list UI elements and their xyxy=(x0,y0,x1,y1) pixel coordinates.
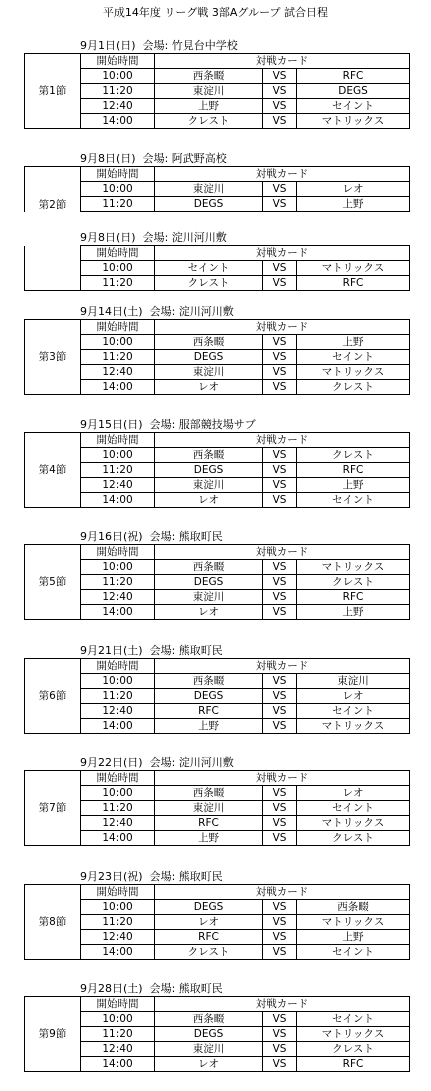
away-team: マトリックス xyxy=(297,719,410,734)
round-label: 第1節 xyxy=(38,85,67,97)
start-time: 14:00 xyxy=(81,831,155,846)
start-time: 10:00 xyxy=(81,448,155,463)
start-time: 10:00 xyxy=(81,1012,155,1027)
match-day-header xyxy=(24,755,410,770)
venue: 会場: 熊取町民 xyxy=(149,982,223,995)
table-header-row xyxy=(25,320,410,335)
round-label-cell xyxy=(25,433,81,508)
away-team: RFC xyxy=(297,463,410,478)
away-team: セイント xyxy=(297,350,410,365)
start-time: 12:40 xyxy=(81,1042,155,1057)
start-time: 14:00 xyxy=(81,719,155,734)
start-time: 10:00 xyxy=(81,69,155,84)
vs-label: VS xyxy=(263,350,297,365)
match-date: 9月16日(祝) xyxy=(80,530,143,543)
match-card-header: 対戦カード xyxy=(155,320,410,335)
vs-label: VS xyxy=(263,945,297,960)
table-header-row xyxy=(25,167,410,182)
round-block xyxy=(24,643,410,752)
start-time: 14:00 xyxy=(81,945,155,960)
table-row xyxy=(25,463,410,478)
match-table xyxy=(24,658,410,734)
away-team: RFC xyxy=(297,590,410,605)
away-team: RFC xyxy=(297,1057,410,1072)
start-time-header: 開始時間 xyxy=(81,433,155,448)
home-team: クレスト xyxy=(155,114,263,129)
vs-label: VS xyxy=(263,816,297,831)
match-card-header: 対戦カード xyxy=(155,167,410,182)
table-header-row xyxy=(25,545,410,560)
table-row xyxy=(25,1042,410,1057)
start-time: 10:00 xyxy=(81,900,155,915)
start-time-header: 開始時間 xyxy=(81,320,155,335)
home-team: レオ xyxy=(155,915,263,930)
home-team: レオ xyxy=(155,605,263,620)
round-label: 第9節 xyxy=(38,1028,67,1040)
round-label-cell xyxy=(25,54,81,129)
vs-label: VS xyxy=(263,84,297,99)
match-day-header xyxy=(24,417,410,432)
table-row xyxy=(25,84,410,99)
vs-label: VS xyxy=(263,786,297,801)
round-label-cell xyxy=(25,997,81,1072)
match-card-header: 対戦カード xyxy=(155,885,410,900)
vs-label: VS xyxy=(263,448,297,463)
home-team: DEGS xyxy=(155,689,263,704)
away-team: クレスト xyxy=(297,1042,410,1057)
start-time: 11:20 xyxy=(81,276,155,291)
match-card-header: 対戦カード xyxy=(155,659,410,674)
table-row xyxy=(25,380,410,395)
start-time-header: 開始時間 xyxy=(81,997,155,1012)
table-header-row xyxy=(25,433,410,448)
home-team: クレスト xyxy=(155,276,263,291)
table-row xyxy=(25,900,410,915)
round-label: 第3節 xyxy=(38,351,67,363)
home-team: DEGS xyxy=(155,575,263,590)
home-team: セイント xyxy=(155,261,263,276)
match-table xyxy=(24,245,410,291)
start-time: 14:00 xyxy=(81,1057,155,1072)
vs-label: VS xyxy=(263,478,297,493)
away-team: セイント xyxy=(297,945,410,960)
match-card-header: 対戦カード xyxy=(155,246,410,261)
venue: 会場: 熊取町民 xyxy=(149,870,223,883)
vs-label: VS xyxy=(263,380,297,395)
venue: 会場: 服部競技場サブ xyxy=(149,418,256,431)
away-team: クレスト xyxy=(297,448,410,463)
table-row xyxy=(25,478,410,493)
start-time-header: 開始時間 xyxy=(81,54,155,69)
match-day-header xyxy=(24,151,410,166)
start-time: 10:00 xyxy=(81,182,155,197)
away-team: マトリックス xyxy=(297,915,410,930)
match-date: 9月21日(土) xyxy=(80,644,143,657)
home-team: レオ xyxy=(155,493,263,508)
start-time: 12:40 xyxy=(81,99,155,114)
venue: 会場: 淀川河川敷 xyxy=(149,756,234,769)
round-label-cell xyxy=(25,771,81,846)
start-time: 11:20 xyxy=(81,575,155,590)
home-team: 西条畷 xyxy=(155,560,263,575)
match-card-header: 対戦カード xyxy=(155,545,410,560)
vs-label: VS xyxy=(263,463,297,478)
vs-label: VS xyxy=(263,900,297,915)
table-row xyxy=(25,605,410,620)
venue: 会場: 熊取町民 xyxy=(149,530,223,543)
home-team: DEGS xyxy=(155,900,263,915)
away-team: マトリックス xyxy=(297,114,410,129)
home-team: 東淀川 xyxy=(155,365,263,380)
away-team: レオ xyxy=(297,689,410,704)
match-day-header xyxy=(24,869,410,884)
round-label: 第2節 xyxy=(38,198,67,211)
vs-label: VS xyxy=(263,915,297,930)
home-team: 上野 xyxy=(155,831,263,846)
table-header-row xyxy=(25,54,410,69)
vs-label: VS xyxy=(263,99,297,114)
table-row xyxy=(25,719,410,734)
home-team: 西条畷 xyxy=(155,1012,263,1027)
round-block xyxy=(24,755,410,864)
match-day-header xyxy=(24,304,410,319)
vs-label: VS xyxy=(263,575,297,590)
round-label: 第7節 xyxy=(38,802,67,814)
start-time: 11:20 xyxy=(81,689,155,704)
home-team: 東淀川 xyxy=(155,801,263,816)
table-row xyxy=(25,335,410,350)
table-row xyxy=(25,1057,410,1072)
vs-label: VS xyxy=(263,801,297,816)
away-team: 上野 xyxy=(297,335,410,350)
vs-label: VS xyxy=(263,831,297,846)
table-row xyxy=(25,182,410,197)
match-date: 9月8日(日) xyxy=(80,231,136,244)
home-team: 西条畷 xyxy=(155,674,263,689)
start-time: 11:20 xyxy=(81,197,155,212)
round-block xyxy=(24,304,410,413)
home-team: DEGS xyxy=(155,350,263,365)
round-block xyxy=(24,151,410,309)
table-row xyxy=(25,69,410,84)
start-time: 11:20 xyxy=(81,463,155,478)
round-block xyxy=(24,529,410,638)
table-row xyxy=(25,197,410,212)
away-team: マトリックス xyxy=(297,1027,410,1042)
home-team: DEGS xyxy=(155,1027,263,1042)
venue: 会場: 淀川河川敷 xyxy=(149,305,234,318)
page-title: 平成14年度 リーグ戦 3部Aグループ 試合日程 xyxy=(102,6,329,19)
away-team: マトリックス xyxy=(297,816,410,831)
match-day-header xyxy=(24,230,410,245)
vs-label: VS xyxy=(263,719,297,734)
match-date: 9月28日(土) xyxy=(80,982,143,995)
match-table xyxy=(24,544,410,620)
venue: 会場: 竹見台中学校 xyxy=(142,39,238,52)
match-card-header: 対戦カード xyxy=(155,433,410,448)
table-row xyxy=(25,350,410,365)
start-time: 14:00 xyxy=(81,114,155,129)
vs-label: VS xyxy=(263,1012,297,1027)
home-team: RFC xyxy=(155,704,263,719)
start-time: 12:40 xyxy=(81,816,155,831)
away-team: マトリックス xyxy=(297,261,410,276)
vs-label: VS xyxy=(263,674,297,689)
home-team: レオ xyxy=(155,380,263,395)
vs-label: VS xyxy=(263,276,297,291)
start-time: 12:40 xyxy=(81,365,155,380)
match-card-header: 対戦カード xyxy=(155,54,410,69)
vs-label: VS xyxy=(263,1042,297,1057)
table-row xyxy=(25,816,410,831)
venue: 会場: 阿武野高校 xyxy=(142,152,227,165)
start-time-header: 開始時間 xyxy=(81,246,155,261)
start-time-header: 開始時間 xyxy=(81,771,155,786)
match-table xyxy=(24,319,410,395)
table-row xyxy=(25,1012,410,1027)
home-team: RFC xyxy=(155,930,263,945)
table-row xyxy=(25,1027,410,1042)
start-time: 10:00 xyxy=(81,261,155,276)
table-row xyxy=(25,915,410,930)
match-date: 9月8日(日) xyxy=(80,152,136,165)
home-team: 西条畷 xyxy=(155,448,263,463)
table-row xyxy=(25,801,410,816)
away-team: セイント xyxy=(297,704,410,719)
start-time: 12:40 xyxy=(81,704,155,719)
table-row xyxy=(25,560,410,575)
vs-label: VS xyxy=(263,704,297,719)
home-team: 上野 xyxy=(155,99,263,114)
round-label: 第5節 xyxy=(38,576,67,588)
round-block xyxy=(24,417,410,526)
away-team: DEGS xyxy=(297,84,410,99)
match-table xyxy=(24,166,410,212)
away-team: RFC xyxy=(297,69,410,84)
away-team: レオ xyxy=(297,786,410,801)
vs-label: VS xyxy=(263,689,297,704)
round-label-cell xyxy=(25,246,81,291)
home-team: 上野 xyxy=(155,719,263,734)
table-row xyxy=(25,493,410,508)
table-row xyxy=(25,930,410,945)
table-row xyxy=(25,674,410,689)
vs-label: VS xyxy=(263,261,297,276)
match-card-header: 対戦カード xyxy=(155,771,410,786)
vs-label: VS xyxy=(263,930,297,945)
table-row xyxy=(25,786,410,801)
vs-label: VS xyxy=(263,69,297,84)
table-header-row xyxy=(25,771,410,786)
table-row xyxy=(25,831,410,846)
match-day-header xyxy=(24,981,410,996)
away-team: セイント xyxy=(297,99,410,114)
round-label-cell xyxy=(25,659,81,734)
round-label: 第6節 xyxy=(38,690,67,702)
table-row xyxy=(25,575,410,590)
venue: 会場: 淀川河川敷 xyxy=(142,231,227,244)
away-team: 東淀川 xyxy=(297,674,410,689)
home-team: 西条畷 xyxy=(155,335,263,350)
venue: 会場: 熊取町民 xyxy=(149,644,223,657)
vs-label: VS xyxy=(263,1057,297,1072)
start-time: 14:00 xyxy=(81,605,155,620)
start-time: 11:20 xyxy=(81,915,155,930)
match-day-header xyxy=(24,38,410,53)
away-team: RFC xyxy=(297,276,410,291)
vs-label: VS xyxy=(263,493,297,508)
round-label-cell xyxy=(25,320,81,395)
match-day-header xyxy=(24,643,410,658)
vs-label: VS xyxy=(263,605,297,620)
start-time: 12:40 xyxy=(81,590,155,605)
home-team: 東淀川 xyxy=(155,1042,263,1057)
start-time: 12:40 xyxy=(81,930,155,945)
table-row xyxy=(25,114,410,129)
match-date: 9月22日(日) xyxy=(80,756,143,769)
match-table xyxy=(24,884,410,960)
round-label: 第4節 xyxy=(38,464,67,476)
match-table xyxy=(24,53,410,129)
home-team: 東淀川 xyxy=(155,478,263,493)
vs-label: VS xyxy=(263,560,297,575)
away-team: クレスト xyxy=(297,380,410,395)
start-time: 14:00 xyxy=(81,493,155,508)
start-time: 10:00 xyxy=(81,335,155,350)
away-team: 上野 xyxy=(297,478,410,493)
away-team: 上野 xyxy=(297,197,410,212)
table-row xyxy=(25,689,410,704)
match-date: 9月15日(日) xyxy=(80,418,143,431)
away-team: 上野 xyxy=(297,930,410,945)
round-block xyxy=(24,869,410,978)
match-date: 9月14日(土) xyxy=(80,305,143,318)
away-team: マトリックス xyxy=(297,365,410,380)
home-team: 東淀川 xyxy=(155,84,263,99)
start-time: 14:00 xyxy=(81,380,155,395)
start-time-header: 開始時間 xyxy=(81,659,155,674)
table-header-row xyxy=(25,659,410,674)
round-block xyxy=(24,981,410,1090)
round-label: 第8節 xyxy=(38,916,67,928)
table-row xyxy=(25,590,410,605)
table-row xyxy=(25,448,410,463)
vs-label: VS xyxy=(263,197,297,212)
start-time: 11:20 xyxy=(81,350,155,365)
home-team: DEGS xyxy=(155,463,263,478)
table-row xyxy=(25,704,410,719)
home-team: 西条畷 xyxy=(155,786,263,801)
match-table xyxy=(24,432,410,508)
away-team: レオ xyxy=(297,182,410,197)
start-time: 11:20 xyxy=(81,1027,155,1042)
round-block xyxy=(24,38,410,147)
away-team: 上野 xyxy=(297,605,410,620)
table-header-row xyxy=(25,885,410,900)
home-team: 西条畷 xyxy=(155,69,263,84)
home-team: 東淀川 xyxy=(155,590,263,605)
away-team: クレスト xyxy=(297,575,410,590)
match-table xyxy=(24,770,410,846)
vs-label: VS xyxy=(263,114,297,129)
round-label-cell xyxy=(25,167,81,212)
home-team: クレスト xyxy=(155,945,263,960)
start-time: 10:00 xyxy=(81,786,155,801)
match-card-header: 対戦カード xyxy=(155,997,410,1012)
match-table xyxy=(24,996,410,1072)
vs-label: VS xyxy=(263,365,297,380)
start-time-header: 開始時間 xyxy=(81,167,155,182)
vs-label: VS xyxy=(263,590,297,605)
match-date: 9月1日(日) xyxy=(80,39,136,52)
round-label-cell xyxy=(25,885,81,960)
away-team: セイント xyxy=(297,801,410,816)
away-team: 西条畷 xyxy=(297,900,410,915)
start-time-header: 開始時間 xyxy=(81,885,155,900)
match-date: 9月23日(祝) xyxy=(80,870,143,883)
start-time: 11:20 xyxy=(81,801,155,816)
start-time: 11:20 xyxy=(81,84,155,99)
start-time-header: 開始時間 xyxy=(81,545,155,560)
vs-label: VS xyxy=(263,1027,297,1042)
away-team: セイント xyxy=(297,1012,410,1027)
away-team: クレスト xyxy=(297,831,410,846)
table-row xyxy=(25,261,410,276)
home-team: DEGS xyxy=(155,197,263,212)
start-time: 12:40 xyxy=(81,478,155,493)
home-team: レオ xyxy=(155,1057,263,1072)
table-row xyxy=(25,276,410,291)
vs-label: VS xyxy=(263,335,297,350)
start-time: 10:00 xyxy=(81,560,155,575)
start-time: 10:00 xyxy=(81,674,155,689)
table-row xyxy=(25,945,410,960)
vs-label: VS xyxy=(263,182,297,197)
table-row xyxy=(25,99,410,114)
home-team: 東淀川 xyxy=(155,182,263,197)
away-team: マトリックス xyxy=(297,560,410,575)
round-label-cell xyxy=(25,545,81,620)
table-header-row xyxy=(25,997,410,1012)
home-team: RFC xyxy=(155,816,263,831)
away-team: セイント xyxy=(297,493,410,508)
match-day-header xyxy=(24,529,410,544)
table-row xyxy=(25,365,410,380)
table-header-row xyxy=(25,246,410,261)
